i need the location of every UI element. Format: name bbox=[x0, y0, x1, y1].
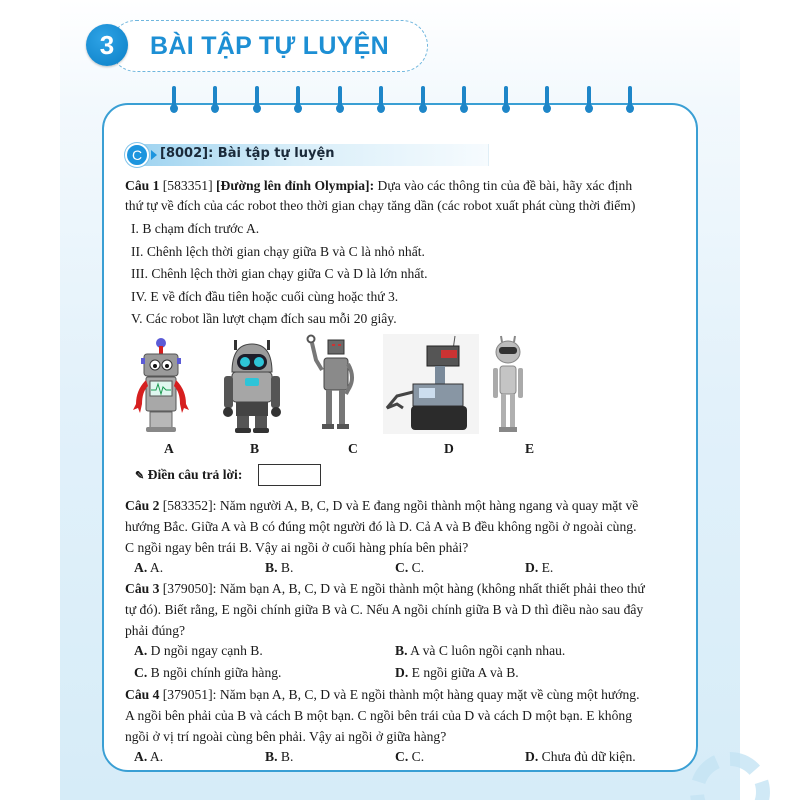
question-3-option-b[interactable] bbox=[395, 643, 565, 659]
question-text: Năm bạn A, B, C, D và E ngồi thành một hàng quay mặt về cùng một hướng. bbox=[219, 687, 640, 702]
subsection-badge: C bbox=[125, 143, 149, 167]
robot-d-image bbox=[383, 334, 479, 434]
question-4-line-2: A ngồi bên phải của B và cách B một bạn. C ngồi bên trái của D và cách D một bạn. E không bbox=[125, 708, 632, 723]
question-id: [379051]: bbox=[162, 687, 217, 702]
statement-5: V. Các robot lần lượt chạm đích sau mỗi 20 giây. bbox=[131, 311, 397, 326]
binder-ring-icon bbox=[460, 86, 468, 116]
robot-label-a: A bbox=[164, 441, 174, 456]
question-2-line-2: hướng Bắc. Giữa A và B có đúng một người đó là D. Cả A và B đều không ngồi ở ngoài cùng. bbox=[125, 519, 637, 534]
statement-1: I. B chạm đích trước A. bbox=[131, 221, 260, 236]
question-3-option-c[interactable] bbox=[134, 665, 281, 681]
question-2-option-c[interactable] bbox=[395, 560, 424, 576]
question-2-option-a[interactable] bbox=[134, 560, 163, 576]
question-label: Câu 2 bbox=[125, 498, 160, 513]
question-text: Dựa vào các thông tin của đề bài, hãy xác định bbox=[377, 178, 633, 193]
binder-ring-icon bbox=[336, 86, 344, 116]
option-key: B. bbox=[265, 560, 278, 575]
question-2-option-b[interactable] bbox=[265, 560, 293, 576]
question-id: [379050]: bbox=[162, 581, 217, 596]
option-key: B. bbox=[395, 643, 408, 658]
option-text: Chưa đủ dữ kiện. bbox=[541, 749, 636, 764]
binder-ring-icon bbox=[253, 86, 261, 116]
answer-input[interactable] bbox=[258, 464, 321, 486]
option-text: B. bbox=[280, 560, 294, 575]
question-3-option-a[interactable] bbox=[134, 643, 263, 659]
statement-4: IV. E về đích đầu tiên hoặc cuối cùng hoặc thứ 3. bbox=[131, 289, 399, 304]
question-3-line-2: tự đó). Biết rằng, E ngồi chính giữa B và C. Nếu A ngồi chính giữa B và D thì điều nào sau đây bbox=[125, 602, 644, 617]
robot-label-c: C bbox=[348, 441, 358, 456]
binder-ring-icon bbox=[294, 86, 302, 116]
section-title: BÀI TẬP TỰ LUYỆN bbox=[150, 32, 389, 60]
arrow-right-icon bbox=[151, 150, 157, 160]
question-2-line-3: C ngồi ngay bên trái B. Vậy ai ngồi ở cuối hàng phía bên phải? bbox=[125, 540, 469, 555]
option-text: A. bbox=[149, 560, 164, 575]
option-key: D. bbox=[525, 749, 539, 764]
answer-prompt-label: Điền câu trả lời: bbox=[147, 467, 243, 482]
statement-2: II. Chênh lệch thời gian chạy giữa B và C là nhỏ nhất. bbox=[131, 244, 425, 259]
question-label: Câu 4 bbox=[125, 687, 160, 702]
question-1-line-1 bbox=[125, 177, 632, 195]
subsection-header bbox=[125, 143, 489, 167]
binder-ring-icon bbox=[585, 86, 593, 116]
question-4-option-b[interactable] bbox=[265, 749, 293, 765]
binder-ring-icon bbox=[543, 86, 551, 116]
option-key: C. bbox=[395, 560, 409, 575]
question-label: Câu 1 bbox=[125, 178, 160, 193]
option-text: C. bbox=[411, 560, 425, 575]
robot-label-b: B bbox=[250, 441, 260, 456]
binder-ring-icon bbox=[502, 86, 510, 116]
question-3-line-1 bbox=[125, 580, 645, 598]
robot-c-image bbox=[306, 334, 356, 434]
question-4-option-a[interactable] bbox=[134, 749, 163, 765]
question-text: Năm bạn A, B, C, D và E ngồi thành một hàng (không nhất thiết phải theo thứ bbox=[219, 581, 645, 596]
question-1-line-2: thứ tự về đích của các robot theo thời gian chạy tăng dần (các robot xuất phát cùng thời điểm) bbox=[125, 198, 636, 213]
option-text: D ngồi ngay cạnh B. bbox=[150, 643, 263, 658]
robot-b-image bbox=[222, 334, 282, 434]
robot-a-image bbox=[132, 334, 190, 434]
option-text: C. bbox=[411, 749, 425, 764]
question-2-option-d[interactable] bbox=[525, 560, 553, 576]
pencil-hand-icon: ✎ bbox=[135, 470, 145, 482]
question-3-line-3: phải đúng? bbox=[125, 623, 186, 638]
question-id: [583352]: bbox=[162, 498, 217, 513]
statement-3: III. Chênh lệch thời gian chạy giữa C và D là lớn nhất. bbox=[131, 266, 428, 281]
question-label: Câu 3 bbox=[125, 581, 160, 596]
option-key: D. bbox=[525, 560, 539, 575]
question-4-option-d[interactable] bbox=[525, 749, 636, 765]
binder-ring-icon bbox=[377, 86, 385, 116]
option-text: A. bbox=[149, 749, 164, 764]
option-key: B. bbox=[265, 749, 278, 764]
answer-prompt bbox=[135, 466, 242, 485]
option-key: C. bbox=[134, 665, 148, 680]
binder-ring-icon bbox=[170, 86, 178, 116]
question-id: [583351] bbox=[162, 178, 213, 193]
option-key: A. bbox=[134, 560, 148, 575]
section-number-badge: 3 bbox=[86, 24, 128, 66]
binder-ring-icon bbox=[626, 86, 634, 116]
option-key: C. bbox=[395, 749, 409, 764]
question-text: Năm người A, B, C, D và E đang ngồi thành một hàng ngang và quay mặt về bbox=[219, 498, 639, 513]
question-tag: [Đường lên đỉnh Olympia]: bbox=[216, 178, 375, 193]
subsection-title: [8002]: Bài tập tự luyện bbox=[160, 146, 335, 161]
option-text: E ngồi giữa A và B. bbox=[411, 665, 519, 680]
section-header bbox=[86, 18, 431, 74]
option-key: A. bbox=[134, 749, 148, 764]
robot-label-e: E bbox=[525, 441, 535, 456]
binder-ring-icon bbox=[419, 86, 427, 116]
option-text: B ngồi chính giữa hàng. bbox=[150, 665, 282, 680]
robot-e-image bbox=[488, 334, 528, 434]
question-4-line-3: ngồi ở vị trí ngoài cùng bên phải. Vậy ai ngồi ở giữa hàng? bbox=[125, 729, 447, 744]
question-4-option-c[interactable] bbox=[395, 749, 424, 765]
robot-label-d: D bbox=[444, 441, 454, 456]
option-text: B. bbox=[280, 749, 294, 764]
question-3-option-d[interactable] bbox=[395, 665, 519, 681]
option-key: A. bbox=[134, 643, 148, 658]
binder-ring-icon bbox=[211, 86, 219, 116]
option-text: E. bbox=[541, 560, 554, 575]
question-2-line-1 bbox=[125, 497, 638, 515]
option-key: D. bbox=[395, 665, 409, 680]
option-text: A và C luôn ngồi cạnh nhau. bbox=[410, 643, 566, 658]
question-4-line-1 bbox=[125, 686, 639, 704]
